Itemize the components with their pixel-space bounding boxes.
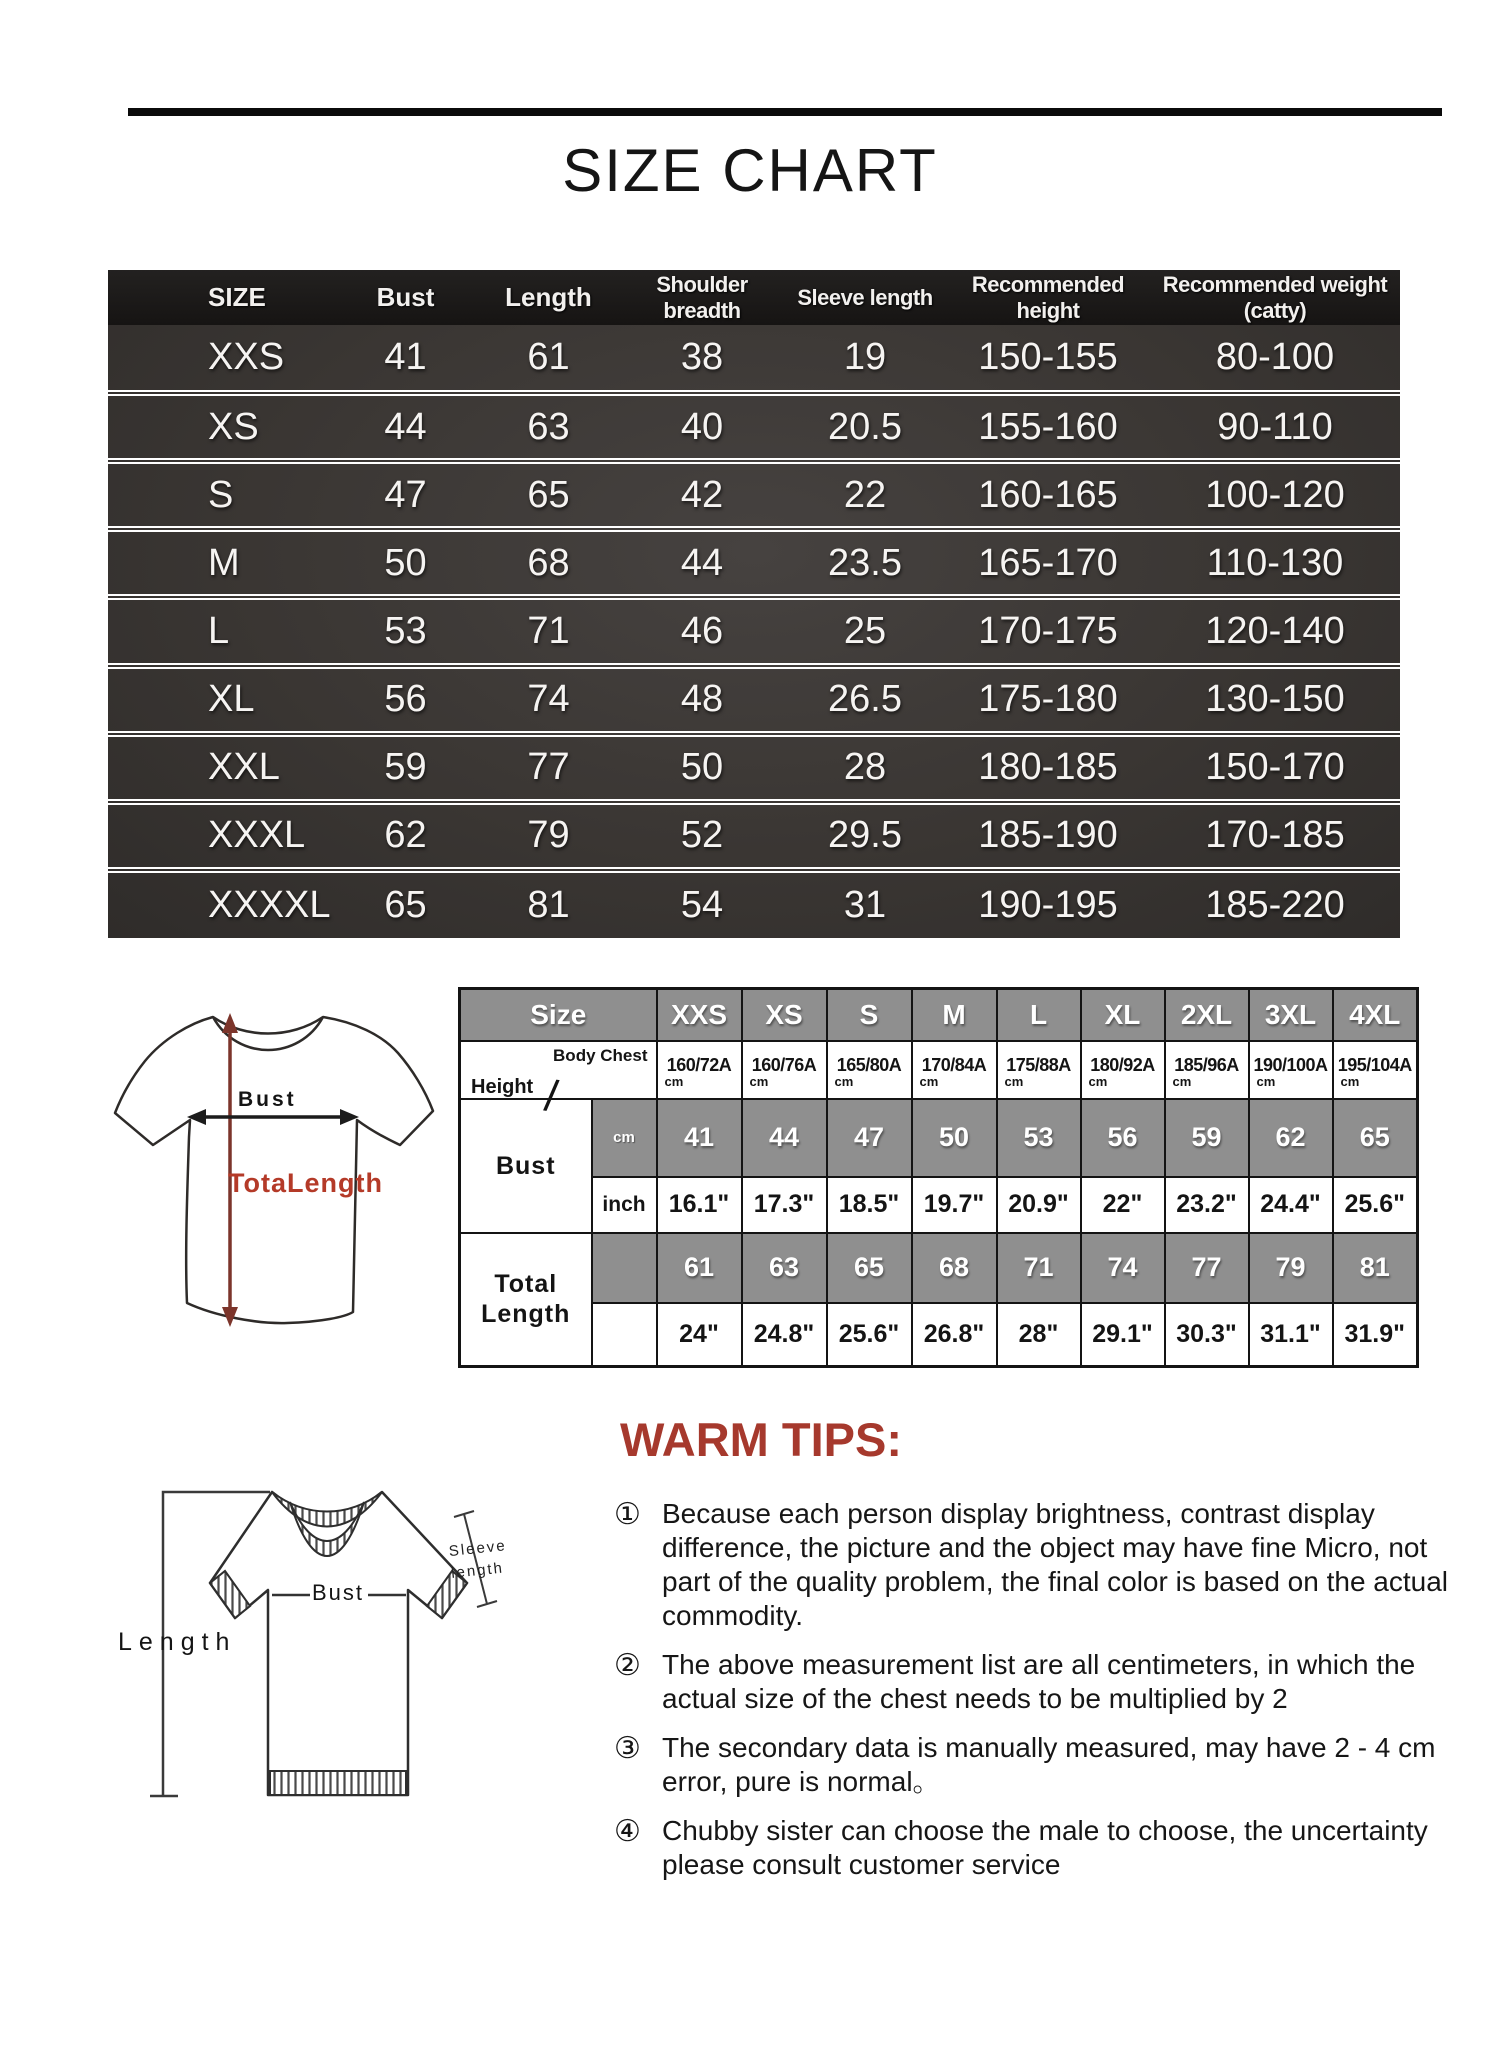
size-col-s: S [827,989,912,1041]
unit-cm: cm [919,1073,939,1089]
cell: 25 [843,609,887,652]
cell: XS [208,405,259,448]
cell: 54 [680,883,724,926]
unit-cm: cm [1088,1073,1108,1089]
warm-tips-section [612,1412,1457,1897]
bust-row-label: Bust [460,1099,592,1233]
cell: 150-170 [1205,746,1345,789]
page-title: SIZE CHART [562,137,938,204]
cell: 74 [527,678,570,721]
cell: 22 [843,473,887,516]
cell: 44 [680,541,724,584]
cell: 110-130 [1206,541,1344,584]
bust-cm-value: 47 [827,1099,912,1177]
cell: 190-195 [978,883,1118,926]
table-row [108,393,1400,461]
cell: 160-165 [978,473,1118,516]
cell: 46 [680,609,724,652]
cell: 130-150 [1205,678,1345,721]
bust-inch-value: 16.1" [657,1177,742,1233]
cell [1081,1041,1165,1099]
cell: 81 [527,883,570,926]
cell: 165-170 [978,541,1118,584]
diagram2-bust-label: Bust [312,1580,365,1605]
hem-rib-band [270,1771,406,1795]
cell: 170-175 [978,609,1118,652]
table-row [108,597,1400,665]
cell: 44 [384,405,427,448]
col-header-rec-weight: Recommended weight (catty) [1162,271,1388,323]
total-cm-value: 61 [657,1233,742,1303]
size-col-l: L [997,989,1081,1041]
cell: 47 [384,473,427,516]
cell: L [208,609,230,652]
empty-cell [592,1303,657,1367]
bust-inch-value: 22" [1081,1177,1165,1233]
table-row [108,461,1400,529]
cell: 63 [527,405,570,448]
col-header-length: Length [505,282,592,312]
cell [997,1041,1081,1099]
tip-text-2: The above measurement list are all centimeters, in which the actual size of the chest needs to be multiplied by 2 [662,1649,1416,1714]
cell: 65 [527,473,570,516]
height-chest-value: 180/92A [1090,1054,1155,1075]
bust-inch-value: 20.9" [997,1177,1081,1233]
bust-inch-value: 19.7" [912,1177,997,1233]
col-header-sleeve: Sleeve length [797,284,933,310]
total-inch-value: 26.8" [912,1303,997,1367]
cell: 28 [843,746,887,789]
empty-cell [592,1233,657,1303]
size-col-xl: XL [1081,989,1165,1041]
bust-inch-value: 17.3" [742,1177,827,1233]
total-cm-value: 81 [1333,1233,1418,1303]
cell: 155-160 [978,405,1118,448]
cell: XXXXL [208,883,331,926]
col-header-bust: Bust [376,282,435,312]
cell: 90-110 [1217,405,1333,448]
cell [827,1041,912,1099]
total-cm-value: 68 [912,1233,997,1303]
cell: 38 [680,336,724,379]
col-header-rec-height: Recommended height [971,271,1125,323]
bust-cm-value: 50 [912,1099,997,1177]
size-table [108,270,1400,938]
cell: 48 [680,678,724,721]
height-chest-value: 195/104A [1337,1054,1412,1075]
total-length-cm-row [460,1233,1418,1303]
tip-item-1 [612,1497,1457,1633]
cell: 185-190 [978,814,1118,857]
tip-number-3: ③ [614,1732,641,1765]
total-cm-value: 74 [1081,1233,1165,1303]
bust-cm-value: 56 [1081,1099,1165,1177]
bust-cm-value: 41 [657,1099,742,1177]
total-cm-value: 63 [742,1233,827,1303]
unit-cm: cm [1172,1073,1192,1089]
cell: XXXL [208,814,306,857]
cell [1333,1041,1418,1099]
cell: 62 [384,814,427,857]
cell: 20.5 [828,405,902,448]
cell: 71 [527,609,570,652]
cell: 56 [384,678,427,721]
total-cm-value: 65 [827,1233,912,1303]
cell: 68 [527,541,570,584]
cell: 50 [680,746,724,789]
bust-inch-value: 18.5" [827,1177,912,1233]
unit-cm: cm [1004,1073,1024,1089]
cell [1249,1041,1333,1099]
table-row [108,666,1400,734]
cell: XXS [208,336,285,379]
unit-cm: cm [1256,1073,1276,1089]
total-length-row-label: Total Length [460,1233,592,1367]
cell: M [208,541,240,584]
diagram1-total-length-label: TotaLength [228,1168,383,1198]
bust-cm-value: 59 [1165,1099,1249,1177]
table-row [108,870,1400,938]
measure-header-row [460,989,1418,1041]
cell: 26.5 [828,678,902,721]
cell: 41 [384,336,427,379]
cell [912,1041,997,1099]
cell: 120-140 [1205,609,1345,652]
total-inch-value: 29.1" [1081,1303,1165,1367]
cell: 42 [680,473,724,516]
cell [742,1041,827,1099]
sleeve-label-line1: Sleeve [448,1537,508,1561]
bust-inch-value: 24.4" [1249,1177,1333,1233]
size-col-xxs: XXS [657,989,742,1041]
size-col-xs: XS [742,989,827,1041]
cell: 53 [384,609,427,652]
diagram2-sleeve-length-label [448,1535,510,1585]
table-row [108,325,1400,393]
cell: XL [208,678,255,721]
size-table-header-row [108,270,1400,325]
height-label: Height [471,1075,534,1098]
height-body-chest-label [460,1041,657,1122]
size-table-grid [108,270,1400,938]
total-length-inch-row [460,1303,1418,1367]
tip-number-4: ④ [614,1815,641,1848]
cell: 77 [527,746,570,789]
bust-cm-value: 62 [1249,1099,1333,1177]
tip-number-2: ② [614,1649,641,1682]
total-inch-value: 31.9" [1333,1303,1418,1367]
diagram2-length-label: Length [118,1628,237,1656]
height-chest-value: 185/96A [1174,1054,1239,1075]
sleeve-label-line2: length [450,1559,505,1582]
diagram1-bust-label: Bust [238,1088,297,1111]
total-inch-value: 24.8" [742,1303,827,1367]
cell: 185-220 [1205,883,1345,926]
tip-text-1: Because each person display brightness, contrast display difference, the picture and the object may have fine Micro, not part of the quality problem, the final color is based on the actual commodity. [662,1498,1449,1631]
bust-cm-row [460,1099,1418,1177]
tip-item-4 [612,1814,1457,1882]
cell: XXL [208,746,280,789]
total-cm-value: 79 [1249,1233,1333,1303]
height-chest-value: 175/88A [1006,1054,1071,1075]
unit-cm: cm [1340,1073,1360,1089]
tip-text-4: Chubby sister can choose the male to choose, the uncertainty please consult customer service [662,1815,1428,1880]
cell: 29.5 [828,814,902,857]
cell: 40 [680,405,724,448]
cell: 170-185 [1205,814,1345,857]
size-col-4xl: 4XL [1333,989,1418,1041]
total-cm-value: 71 [997,1233,1081,1303]
cell: 65 [384,883,427,926]
total-inch-value: 28" [997,1303,1081,1367]
inch-unit-label: inch [592,1177,657,1233]
body-chest-label: Body Chest [553,1045,648,1065]
table-row [108,802,1400,870]
size-col-2xl: 2XL [1165,989,1249,1041]
tip-item-2 [612,1648,1457,1716]
col-header-shoulder: Shoulder breadth [656,271,748,323]
bust-inch-row [460,1177,1418,1233]
cell: 50 [384,541,427,584]
height-chest-value: 165/80A [836,1054,902,1075]
cell: S [208,473,234,516]
cell: 180-185 [978,746,1118,789]
height-chest-value: 160/76A [751,1054,817,1075]
cell: 19 [843,336,887,379]
top-rule [128,108,1442,116]
total-inch-value: 30.3" [1165,1303,1249,1367]
total-cm-value: 77 [1165,1233,1249,1303]
cell [1165,1041,1249,1099]
cell: 31 [843,883,887,926]
bust-cm-value: 44 [742,1099,827,1177]
tip-text-3: The secondary data is manually measured, may have 2 - 4 cm error, pure is normal。 [662,1732,1436,1797]
unit-cm: cm [749,1073,769,1089]
measurement-table-grid [458,987,1419,1368]
cell: 175-180 [978,678,1118,721]
col-header-size: SIZE [208,282,266,312]
cell: 52 [680,814,724,857]
height-chest-value: 160/72A [666,1054,732,1075]
tip-number-1: ① [614,1498,641,1531]
total-inch-value: 24" [657,1303,742,1367]
height-chest-row [460,1041,1418,1099]
bust-inch-value: 25.6" [1333,1177,1418,1233]
slash-icon: / [541,1070,561,1122]
total-inch-value: 25.6" [827,1303,912,1367]
size-col-3xl: 3XL [1249,989,1333,1041]
bust-cm-value: 65 [1333,1099,1418,1177]
warm-tips-title: WARM TIPS: [620,1413,902,1466]
bust-cm-value: 53 [997,1099,1081,1177]
cell [657,1041,742,1099]
height-chest-value: 190/100A [1253,1054,1328,1075]
unit-cm: cm [664,1073,684,1089]
cell: 61 [527,336,570,379]
tip-item-3 [612,1731,1457,1799]
bust-inch-value: 23.2" [1165,1177,1249,1233]
size-col-m: M [912,989,997,1041]
unit-cm: cm [834,1073,854,1089]
cell: 79 [527,814,570,857]
cell: 80-100 [1215,336,1335,379]
measurement-table [458,987,1419,1368]
cell: 59 [384,746,427,789]
measure-header-size: Size [460,989,657,1041]
cell: 100-120 [1205,473,1345,516]
table-row [108,529,1400,597]
cell: 150-155 [978,336,1118,379]
height-chest-value: 170/84A [921,1054,987,1075]
cm-unit-label: cm [592,1099,657,1177]
total-inch-value: 31.1" [1249,1303,1333,1367]
table-row [108,734,1400,802]
cell: 23.5 [828,541,902,584]
